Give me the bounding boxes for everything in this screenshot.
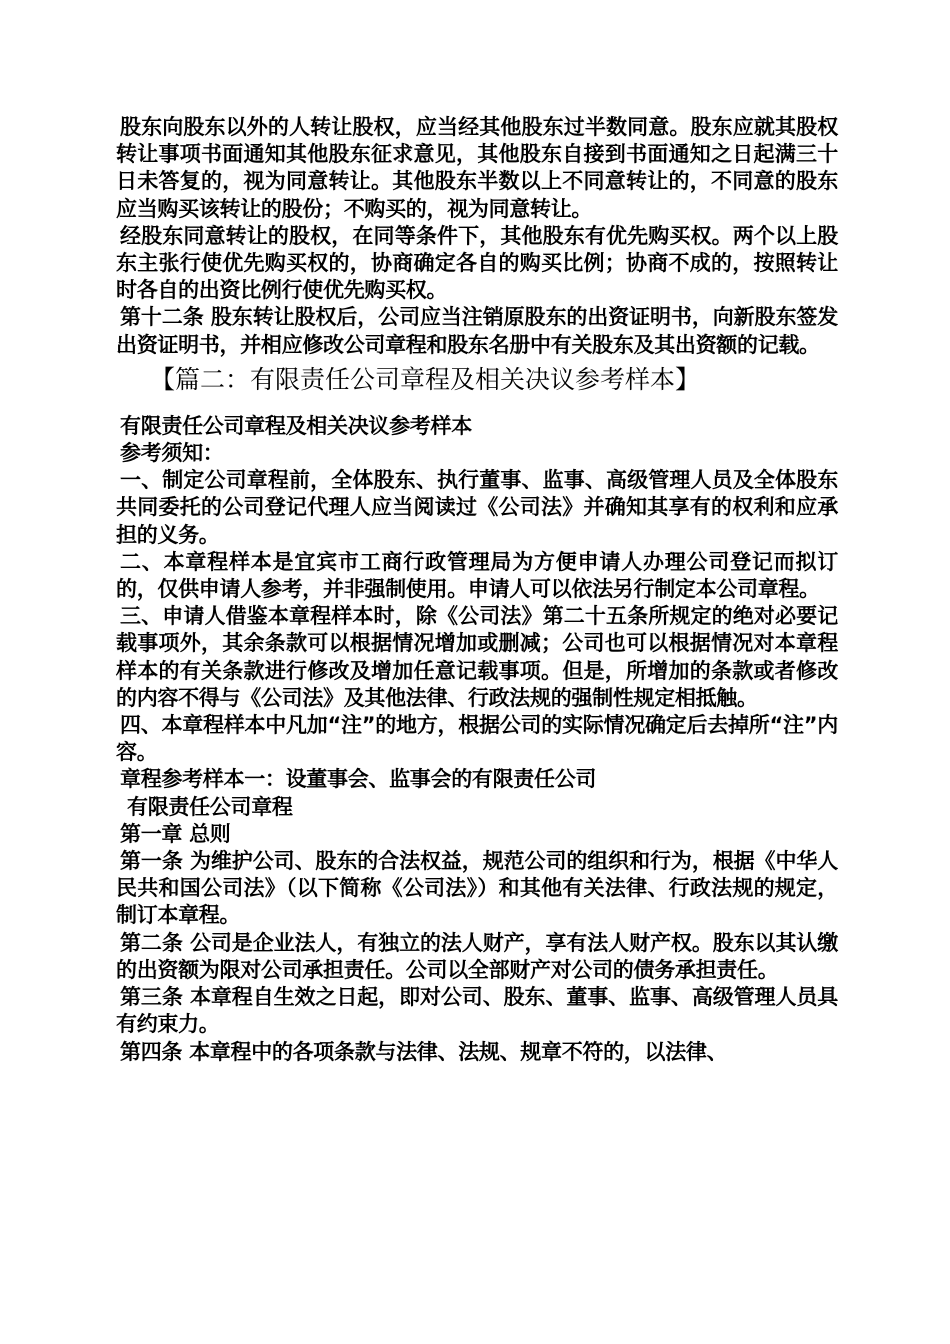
article-1: 第一条 为维护公司、股东的合法权益，规范公司的组织和行为，根据《中华人民共和国公司法》（以下简称《公司法》）和其他有关法律、行政法规的规定，制订本章程。 xyxy=(116,849,838,928)
section-title: 【篇二：有限责任公司章程及相关决议参考样本】 xyxy=(150,364,701,394)
notice-item-1: 一、制定公司章程前，全体股东、执行董事、监事、高级管理人员及全体股东共同委托的公司登记代理人应当阅读过《公司法》并确知其享有的权利和应承担的义务。 xyxy=(116,468,838,547)
article-2: 第二条 公司是企业法人，有独立的法人财产，享有法人财产权。股东以其认缴的出资额为限对公司承担责任。公司以全部财产对公司的债务承担责任。 xyxy=(116,930,838,982)
notice-item-2: 二、本章程样本是宜宾市工商行政管理局为方便申请人办理公司登记而拟订的，仅供申请人参考，并非强制使用。申请人可以依法另行制定本公司章程。 xyxy=(116,549,838,602)
article-3: 第三条 本章程自生效之日起，即对公司、股东、董事、监事、高级管理人员具有约束力。 xyxy=(116,985,838,1037)
sample-heading: 章程参考样本一：设董事会、监事会的有限责任公司 xyxy=(120,767,597,792)
notice-item-3: 三、申请人借鉴本章程样本时，除《公司法》第二十五条所规定的绝对必要记载事项外，其余条款可以根据情况增加或删减；公司也可以根据情况对本章程样本的有关条款进行修改及增加任意记载事项。但是，所增加的条款或者修改的内容不得与《公司法》及其他法律、行政法规的强制性规定相抵触。 xyxy=(116,604,838,710)
chapter-1-heading: 第一章 总则 xyxy=(120,821,231,846)
charter-title: 有限责任公司章程 xyxy=(120,794,293,819)
document-subtitle: 有限责任公司章程及相关决议参考样本 xyxy=(120,413,472,438)
notice-item-4: 四、本章程样本中凡加“注”的地方，根据公司的实际情况确定后去掉所“注”内容。 xyxy=(116,713,838,765)
paragraph-share-transfer-consent: 股东向股东以外的人转让股权，应当经其他股东过半数同意。股东应就其股权转让事项书面通知其他股东征求意见，其他股东自接到书面通知之日起满三十日未答复的，视为同意转让。其他股东半数以上不同意转让的，不同意的股东应当购买该转让的股份；不购买的，视为同意转让。 xyxy=(116,115,838,221)
article-4: 第四条 本章程中的各项条款与法律、法规、规章不符的，以法律、 xyxy=(120,1039,728,1064)
paragraph-preemptive-right: 经股东同意转让的股权，在同等条件下，其他股东有优先购买权。两个以上股东主张行使优先购买权的，协商确定各自的购买比例；协商不成的，按照转让时各自的出资比例行使优先购买权。 xyxy=(116,223,838,303)
document-page xyxy=(116,114,838,1066)
notice-heading: 参考须知： xyxy=(120,441,224,466)
paragraph-article-12: 第十二条 股东转让股权后，公司应当注销原股东的出资证明书，向新股东签发出资证明书，并相应修改公司章程和股东名册中有关股东及其出资额的记载。 xyxy=(116,305,838,357)
